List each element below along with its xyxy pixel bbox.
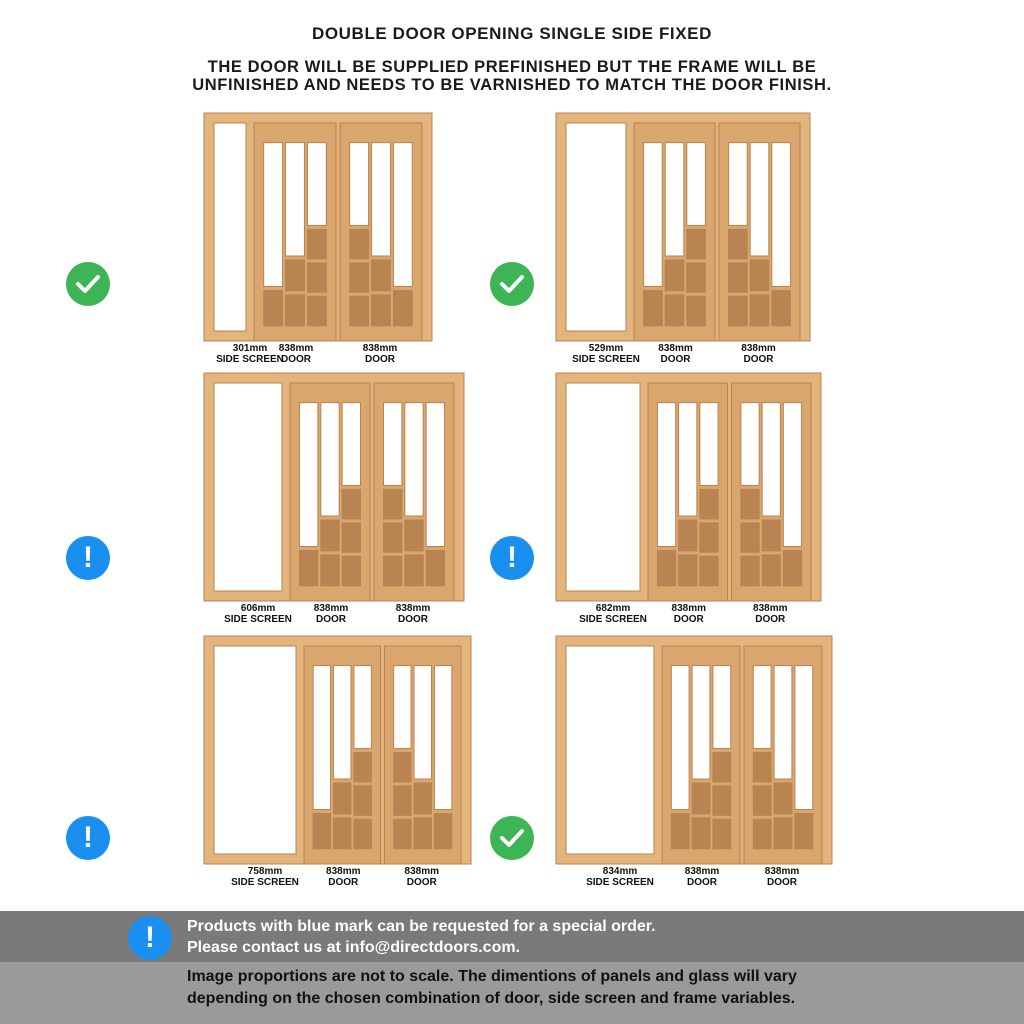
door-1-label-size: 838mm [658, 343, 693, 354]
side-screen-glass [214, 383, 282, 591]
side-screen-label-size: 606mm [240, 603, 276, 614]
door-glass-pane [753, 666, 771, 749]
door-raised-panel [665, 295, 684, 326]
door-glass-pane [393, 143, 412, 287]
exclamation-icon [490, 536, 534, 580]
door-diagram [204, 113, 432, 341]
door-raised-panel [300, 551, 318, 586]
door-raised-panel [671, 814, 689, 849]
door-2-label-type: DOOR [365, 353, 395, 365]
door-1-label-type: DOOR [660, 353, 691, 365]
check-icon [66, 262, 110, 306]
door-raised-panel [795, 814, 813, 849]
door-raised-panel [729, 296, 748, 325]
door-raised-panel [741, 489, 759, 518]
door-glass-pane [671, 666, 689, 810]
door-2-label-size: 838mm [753, 603, 788, 614]
door-diagram [556, 113, 810, 341]
door-glass-pane [372, 143, 391, 256]
door-raised-panel [426, 551, 444, 586]
side-screen-glass [214, 646, 296, 854]
door-2-label [765, 867, 799, 888]
side-screen-label-type: SIDE SCREEN [224, 613, 292, 625]
footer-line-3: Image proportions are not to scale. The dimentions of panels and glass will vary [187, 968, 797, 985]
door-raised-panel [741, 556, 759, 585]
door-glass-pane [692, 666, 710, 779]
door-configuration-6 [556, 636, 832, 864]
door-diagram [204, 373, 464, 601]
door-2-label-type: DOOR [743, 353, 774, 365]
door-raised-panel [350, 296, 369, 325]
side-screen-label [572, 344, 640, 365]
door-raised-panel [729, 263, 748, 292]
door-1-label-type: DOOR [316, 613, 346, 625]
door-raised-panel [665, 260, 684, 291]
side-screen-glass [566, 646, 654, 854]
door-1-label [314, 604, 348, 625]
door-raised-panel [750, 295, 769, 326]
door-2-label-type: DOOR [755, 613, 786, 625]
side-screen-label-type: SIDE SCREEN [572, 353, 640, 365]
side-screen-glass [566, 383, 640, 591]
door-raised-panel [307, 229, 326, 258]
side-screen-label-size: 301mm [232, 343, 268, 354]
door-1-label [658, 344, 692, 365]
door-raised-panel [713, 786, 731, 815]
door-raised-panel [713, 819, 731, 848]
door-raised-panel [700, 556, 718, 585]
door-raised-panel [286, 295, 305, 326]
side-screen-glass [214, 123, 246, 331]
side-screen-label-size: 529mm [588, 343, 624, 354]
door-1-label [326, 867, 360, 888]
door-raised-panel [334, 783, 351, 814]
footer-line-4: depending on the chosen combination of door, side screen and frame variables. [187, 990, 796, 1007]
door-glass-pane [286, 143, 305, 256]
exclamation-glyph: ! [83, 541, 93, 574]
door-glass-pane [394, 666, 411, 749]
door-raised-panel [679, 555, 697, 586]
exclamation-glyph: ! [83, 821, 93, 854]
door-1-label [685, 867, 719, 888]
door-raised-panel [750, 260, 769, 291]
door-raised-panel [394, 752, 411, 781]
door-2-label [405, 867, 439, 888]
door-glass-pane [741, 403, 759, 486]
door-raised-panel [687, 263, 706, 292]
door-1-label-type: DOOR [281, 353, 311, 365]
door-raised-panel [405, 555, 423, 586]
footer-exclamation-icon [128, 916, 172, 960]
door-raised-panel [342, 556, 360, 585]
door-2-label-type: DOOR [398, 613, 428, 625]
door-raised-panel [414, 818, 431, 849]
door-glass-pane [750, 143, 769, 256]
door-raised-panel [372, 295, 391, 326]
door-2-label-size: 838mm [741, 343, 776, 354]
door-raised-panel [762, 520, 780, 551]
door-raised-panel [372, 260, 391, 291]
subtitle-line-1: THE DOOR WILL BE SUPPLIED PREFINISHED BUT THE FRAME WILL BE [207, 58, 817, 76]
door-glass-pane [687, 143, 706, 226]
door-configuration-4 [556, 373, 821, 601]
check-icon [490, 816, 534, 860]
door-2-label-type: DOOR [406, 876, 437, 888]
door-1-label-size: 838mm [684, 866, 720, 877]
door-2-label [363, 344, 397, 365]
door-glass-pane [313, 666, 330, 810]
door-raised-panel [342, 523, 360, 552]
door-glass-pane [264, 143, 283, 287]
door-raised-panel [384, 556, 402, 585]
door-raised-panel [384, 523, 402, 552]
door-raised-panel [334, 818, 351, 849]
door-glass-pane [700, 403, 718, 486]
door-1-label-size: 838mm [671, 603, 706, 614]
door-raised-panel [384, 489, 402, 518]
door-raised-panel [321, 520, 339, 551]
door-diagram [204, 636, 471, 864]
door-raised-panel [741, 523, 759, 552]
door-raised-panel [700, 489, 718, 518]
door-glass-pane [354, 666, 371, 749]
door-configuration-5 [204, 636, 471, 864]
door-raised-panel [354, 752, 371, 781]
door-raised-panel [729, 229, 748, 258]
door-glass-pane [334, 666, 351, 779]
door-raised-panel [679, 520, 697, 551]
side-screen-label-type: SIDE SCREEN [231, 876, 299, 888]
side-screen-label-size: 682mm [595, 603, 631, 614]
door-1-label-size: 838mm [326, 866, 361, 877]
door-raised-panel [354, 786, 371, 815]
door-glass-pane [665, 143, 684, 256]
door-raised-panel [286, 260, 305, 291]
door-1-label-size: 838mm [313, 603, 349, 614]
door-2-label-size: 838mm [764, 866, 800, 877]
door-glass-pane [342, 403, 360, 486]
side-screen-label [216, 344, 284, 365]
door-glass-pane [414, 666, 431, 779]
door-1-label-type: DOOR [687, 876, 717, 888]
side-screen-label [586, 867, 654, 888]
door-raised-panel [657, 551, 675, 586]
footer-disclaimer [0, 962, 1024, 1024]
door-raised-panel [687, 296, 706, 325]
page-title: DOUBLE DOOR OPENING SINGLE SIDE FIXED [311, 24, 713, 43]
exclamation-glyph: ! [145, 921, 155, 954]
exclamation-icon [66, 536, 110, 580]
door-1-label [672, 604, 706, 625]
door-raised-panel [342, 489, 360, 518]
exclamation-glyph: ! [507, 541, 517, 574]
door-glass-pane [729, 143, 748, 226]
door-diagram [556, 373, 821, 601]
door-raised-panel [394, 786, 411, 815]
door-glass-pane [350, 143, 369, 226]
door-2-label [741, 344, 775, 365]
door-glass-pane [762, 403, 780, 516]
door-raised-panel [313, 814, 330, 849]
side-screen-label-type: SIDE SCREEN [579, 613, 647, 625]
door-2-label-size: 838mm [395, 603, 431, 614]
door-glass-pane [426, 403, 444, 547]
door-raised-panel [753, 752, 771, 781]
door-glass-pane [300, 403, 318, 547]
door-diagram [556, 636, 832, 864]
door-raised-panel [321, 555, 339, 586]
door-glass-pane [772, 143, 791, 287]
door-configuration-1 [204, 113, 432, 341]
side-screen-label [231, 867, 299, 888]
door-raised-panel [394, 819, 411, 848]
door-2-label [396, 604, 430, 625]
door-configuration-3 [204, 373, 464, 601]
door-raised-panel [405, 520, 423, 551]
door-glass-pane [644, 143, 663, 287]
door-raised-panel [350, 229, 369, 258]
door-raised-panel [753, 786, 771, 815]
door-raised-panel [687, 229, 706, 258]
door-glass-pane [405, 403, 423, 516]
door-raised-panel [414, 783, 431, 814]
door-glass-pane [657, 403, 675, 547]
exclamation-icon [66, 816, 110, 860]
door-raised-panel [350, 263, 369, 292]
door-raised-panel [307, 263, 326, 292]
door-glass-pane [321, 403, 339, 516]
door-1-label [279, 344, 313, 365]
check-icon [490, 262, 534, 306]
door-raised-panel [692, 783, 710, 814]
door-glass-pane [434, 666, 451, 810]
door-2-label-size: 838mm [362, 343, 398, 354]
door-2-label-type: DOOR [767, 876, 797, 888]
door-2-label [753, 604, 787, 625]
door-raised-panel [700, 523, 718, 552]
subtitle-line-2: UNFINISHED AND NEEDS TO BE VARNISHED TO MATCH THE DOOR FINISH. [192, 76, 832, 94]
door-raised-panel [307, 296, 326, 325]
door-glass-pane [783, 403, 801, 547]
door-raised-panel [774, 783, 792, 814]
door-raised-panel [434, 814, 451, 849]
footer-line-2: Please contact us at info@directdoors.com. [187, 939, 521, 956]
side-screen-label-type: SIDE SCREEN [586, 876, 654, 888]
door-glass-pane [679, 403, 697, 516]
door-raised-panel [644, 291, 663, 326]
door-2-label-size: 838mm [404, 866, 439, 877]
side-screen-label-size: 834mm [602, 866, 638, 877]
door-raised-panel [354, 819, 371, 848]
door-raised-panel [713, 752, 731, 781]
door-raised-panel [264, 291, 283, 326]
door-glass-pane [774, 666, 792, 779]
door-raised-panel [772, 291, 791, 326]
door-raised-panel [762, 555, 780, 586]
door-raised-panel [753, 819, 771, 848]
door-glass-pane [384, 403, 402, 486]
side-screen-label [224, 604, 292, 625]
door-glass-pane [795, 666, 813, 810]
side-screen-label-size: 758mm [247, 866, 283, 877]
footer-line-1: Products with blue mark can be requested for a special order. [187, 918, 656, 935]
door-raised-panel [692, 818, 710, 849]
door-1-label-size: 838mm [278, 343, 314, 354]
door-raised-panel [783, 551, 801, 586]
door-raised-panel [393, 291, 412, 326]
door-glass-pane [713, 666, 731, 749]
door-raised-panel [774, 818, 792, 849]
door-1-label-type: DOOR [328, 876, 359, 888]
door-configuration-2 [556, 113, 810, 341]
door-glass-pane [307, 143, 326, 226]
door-1-label-type: DOOR [673, 613, 704, 625]
side-screen-label [579, 604, 647, 625]
side-screen-label-type: SIDE SCREEN [216, 353, 284, 365]
side-screen-glass [566, 123, 626, 331]
